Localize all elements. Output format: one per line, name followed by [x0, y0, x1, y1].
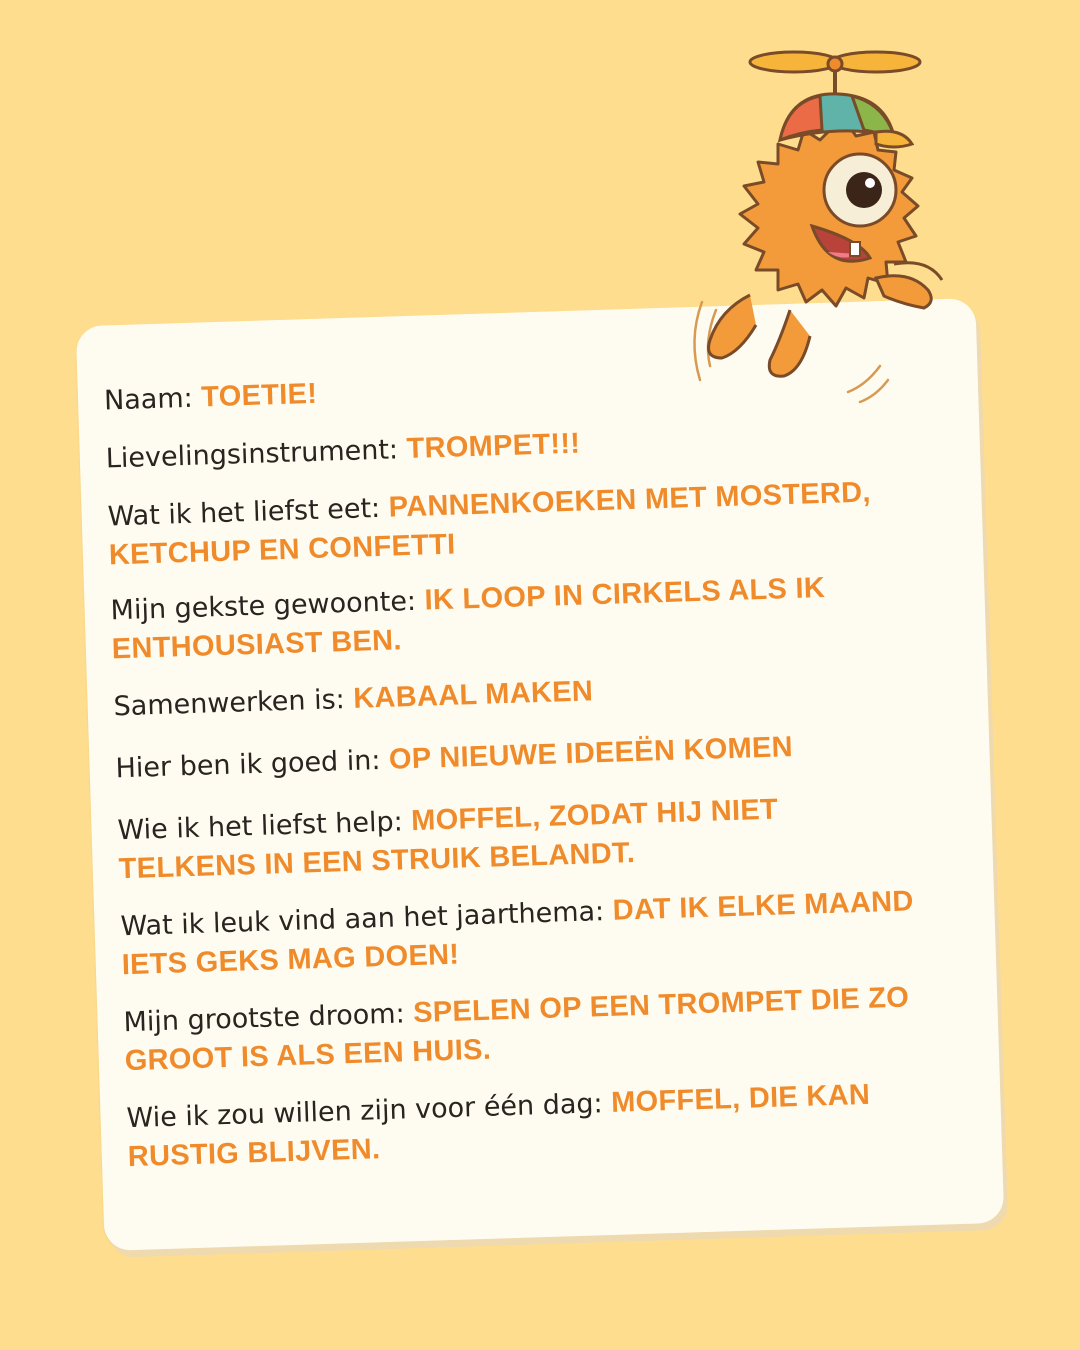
monster-legs: [709, 295, 811, 376]
profile-row-teamwork: Samenwerken is: KABAAL MAKEN: [113, 675, 594, 723]
motion-line: [848, 366, 880, 392]
monster-mascot: [680, 40, 980, 410]
profile-row-habit: Mijn gekste gewoonte: IK LOOP IN CIRKELS ALS IK ENTHOUSIAST BEN.: [110, 571, 826, 666]
profile-row-food: Wat ik het liefst eet: PANNENKOEKEN MET MOSTERD, KETCHUP EN CONFETTI: [107, 476, 872, 572]
profile-card: [76, 298, 1005, 1251]
motion-line: [694, 302, 702, 380]
profile-row-help: Wie ik het liefst help: MOFFEL, ZODAT HIJ NIET TELKENS IN EEN STRUIK BELANDT.: [117, 793, 779, 886]
profile-row-oneday: Wie ik zou willen zijn voor één dag: MOFFEL, DIE KAN RUSTIG BLIJVEN.: [126, 1078, 871, 1174]
eye-icon: [824, 154, 896, 226]
profile-row-theme: Wat ik leuk vind aan het jaarthema: DAT IK ELKE MAAND IETS GEKS MAG DOEN!: [120, 885, 915, 982]
propeller-icon: [750, 52, 920, 98]
profile-row-dream: Mijn grootste droom: SPELEN OP EEN TROMPET DIE ZO GROOT IS ALS EEN HUIS.: [123, 981, 910, 1078]
profile-row-instrument: Lievelingsinstrument: TROMPET!!!: [105, 427, 581, 475]
profile-row-name: Naam: TOETIE!: [103, 377, 318, 417]
profile-row-skill: Hier ben ik goed in: OP NIEUWE IDEEËN KOMEN: [115, 731, 794, 785]
